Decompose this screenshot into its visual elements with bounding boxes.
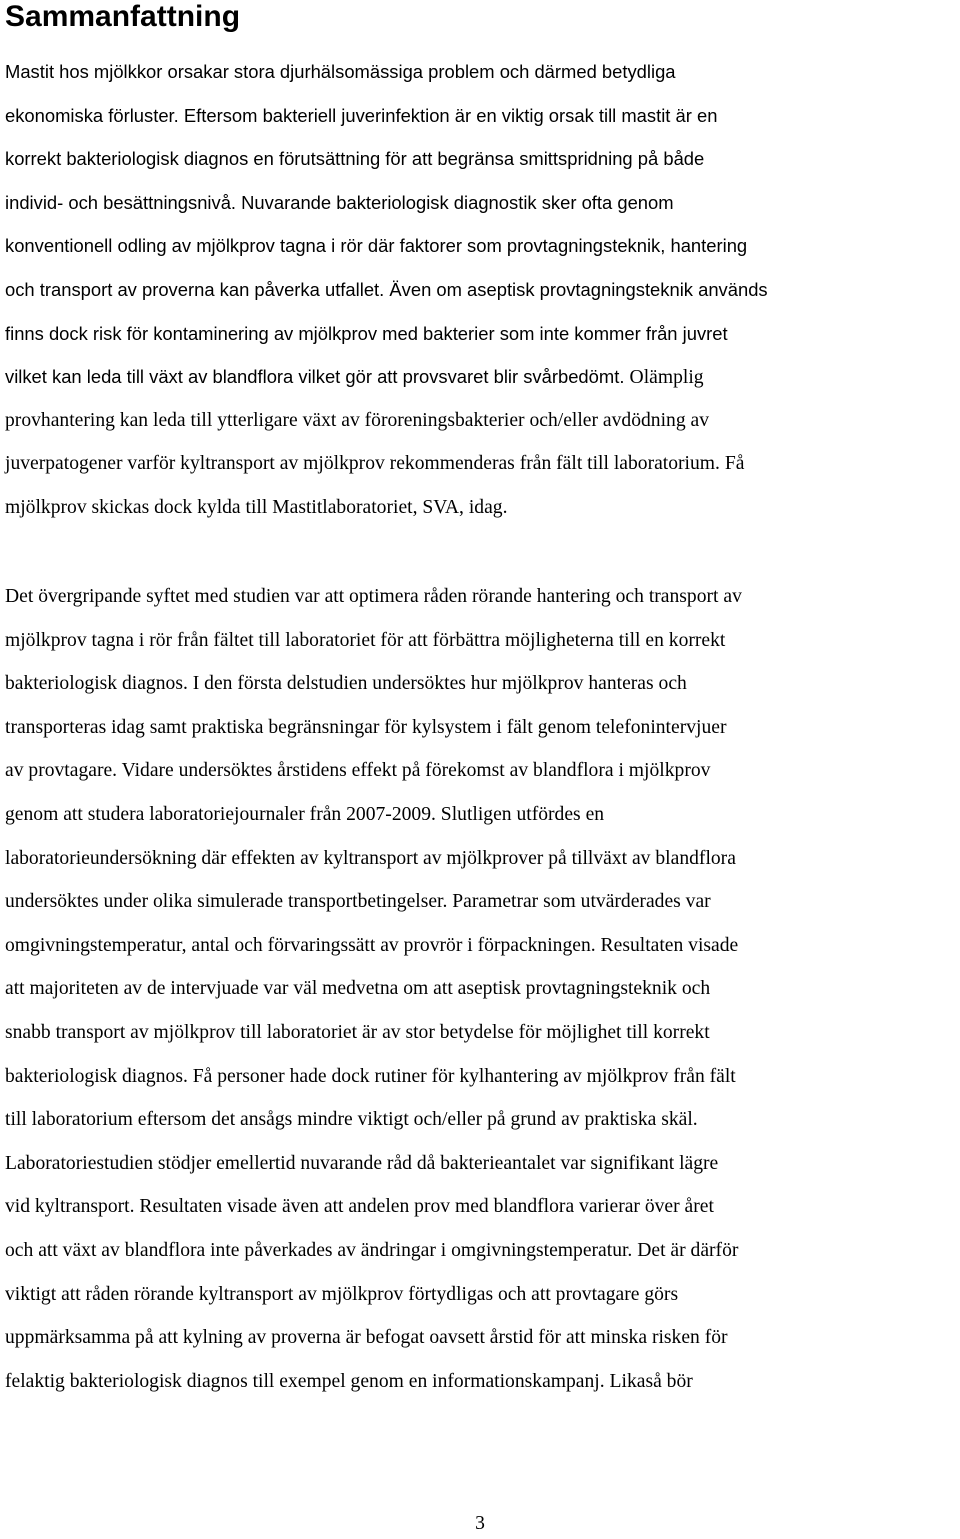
text-line — [5, 1011, 742, 1055]
text-line — [5, 880, 742, 924]
text-line — [5, 224, 768, 268]
document-page — [5, 0, 960, 1392]
text-segment: till laboratorium eftersom det ansågs mindre viktigt och/eller på grund av praktiska skäl. — [5, 1109, 698, 1131]
text-segment: Laboratoriestudien stödjer emellertid nuvarande råd då bakterieantalet var signifikant lägre — [5, 1152, 719, 1174]
text-line — [5, 355, 768, 399]
text-line — [5, 399, 768, 443]
text-segment: vilket kan leda till växt av blandflora vilket gör att provsvaret blir svårbedömt. — [5, 366, 630, 388]
text-segment: individ- och besättningsnivå. — [5, 191, 242, 213]
text-line — [5, 1098, 742, 1142]
text-line — [5, 1142, 742, 1186]
text-segment: viktigt att råden rörande kyltransport av mjölkprov förtydligas och att provtagare görs — [5, 1283, 679, 1305]
text-line — [5, 793, 742, 837]
text-segment: snabb transport av mjölkprov till laboratoriet är av stor betydelse för möjlighet till korrekt — [5, 1021, 710, 1043]
text-segment: och transport av proverna kan påverka utfallet. — [5, 278, 390, 300]
text-segment: Det övergripande syftet med studien var att optimera råden rörande hantering och transport av — [5, 586, 742, 607]
text-line — [5, 619, 742, 663]
text-line — [5, 137, 768, 181]
text-segment: bakteriologisk diagnos. Få personer hade dock rutiner för kylhantering av mjölkprov från fält — [5, 1065, 736, 1087]
text-segment: undersöktes under olika simulerade transportbetingelser. Parametrar som utvärderades var — [5, 891, 711, 913]
text-segment: uppmärksamma på att kylning av proverna är befogat oavsett årstid för att minska risken för — [5, 1327, 728, 1349]
section-heading: Sammanfattning — [5, 0, 241, 33]
text-segment: mjölkprov skickas dock kylda till Mastitlaboratoriet, SVA, idag. — [5, 496, 508, 518]
summary-paragraph-2 — [5, 575, 742, 1403]
text-line — [5, 1055, 742, 1099]
text-segment: Nuvarande bakteriologisk diagnostik sker ofta genom — [241, 191, 674, 213]
text-line — [5, 486, 768, 530]
summary-paragraph-1 — [5, 50, 768, 530]
text-line — [5, 181, 768, 225]
text-segment: bakteriologisk diagnos. I den första delstudien undersöktes hur mjölkprov hanteras och — [5, 673, 687, 695]
text-line — [5, 50, 768, 94]
text-segment: juverpatogener varför kyltransport av mjölkprov rekommenderas från fält till laboratorium. Få — [5, 453, 745, 475]
text-segment: Olämplig — [629, 367, 704, 389]
text-line — [5, 662, 742, 706]
text-segment: ekonomiska förluster. — [5, 104, 184, 126]
text-segment: Mastit hos mjölkkor orsakar stora djurhälsomässiga problem och därmed betydliga — [5, 61, 676, 82]
text-line — [5, 967, 742, 1011]
text-segment: omgivningstemperatur, antal och förvaringssätt av provrör i förpackningen. Resultaten visade — [5, 934, 739, 956]
text-line — [5, 442, 768, 486]
text-line — [5, 1360, 742, 1404]
text-line — [5, 706, 742, 750]
text-line — [5, 268, 768, 312]
page-number: 3 — [475, 1513, 485, 1534]
text-segment: genom att studera laboratoriejournaler från 2007-2009. Slutligen utfördes en — [5, 803, 605, 825]
text-line — [5, 1316, 742, 1360]
text-segment: Eftersom bakteriell juverinfektion är en viktig orsak till mastit är en — [183, 104, 718, 126]
text-line — [5, 1273, 742, 1317]
text-segment: av provtagare. Vidare undersöktes årstidens effekt på förekomst av blandflora i mjölkprov — [5, 760, 711, 782]
text-segment: och att växt av blandflora inte påverkades av ändringar i omgivningstemperatur. Det är därför — [5, 1239, 739, 1261]
text-segment: mjölkprov tagna i rör från fältet till laboratoriet för att förbättra möjligheterna till en korrekt — [5, 629, 726, 651]
text-segment: laboratorieundersökning där effekten av kyltransport av mjölkprover på tillväxt av blandflora — [5, 847, 736, 869]
text-segment: att majoriteten av de intervjuade var väl medvetna om att aseptisk provtagningsteknik och — [5, 978, 711, 1000]
text-line — [5, 312, 768, 356]
text-segment: korrekt bakteriologisk diagnos en förutsättning för att begränsa smittspridning på både — [5, 148, 705, 170]
text-line — [5, 1185, 742, 1229]
text-line — [5, 575, 742, 619]
text-segment: Även om aseptisk provtagningsteknik används — [389, 278, 768, 300]
text-segment: finns dock risk för kontaminering av mjölkprov med bakterier som inte kommer från juvret — [5, 322, 728, 344]
text-segment: provhantering kan leda till ytterligare växt av föroreningsbakterier och/eller avdödning av — [5, 409, 710, 431]
text-segment: konventionell odling av mjölkprov tagna i rör där faktorer som provtagningsteknik, hantering — [5, 235, 748, 257]
text-line — [5, 1229, 742, 1273]
text-line — [5, 837, 742, 881]
text-segment: vid kyltransport. Resultaten visade även att andelen prov med blandflora varierar över året — [5, 1196, 714, 1218]
text-segment: transporteras idag samt praktiska begränsningar för kylsystem i fält genom telefonintervjuer — [5, 716, 727, 738]
text-line — [5, 749, 742, 793]
text-line — [5, 94, 768, 138]
text-segment: felaktig bakteriologisk diagnos till exempel genom en informationskampanj. Likaså bör — [5, 1370, 693, 1392]
text-line — [5, 924, 742, 968]
